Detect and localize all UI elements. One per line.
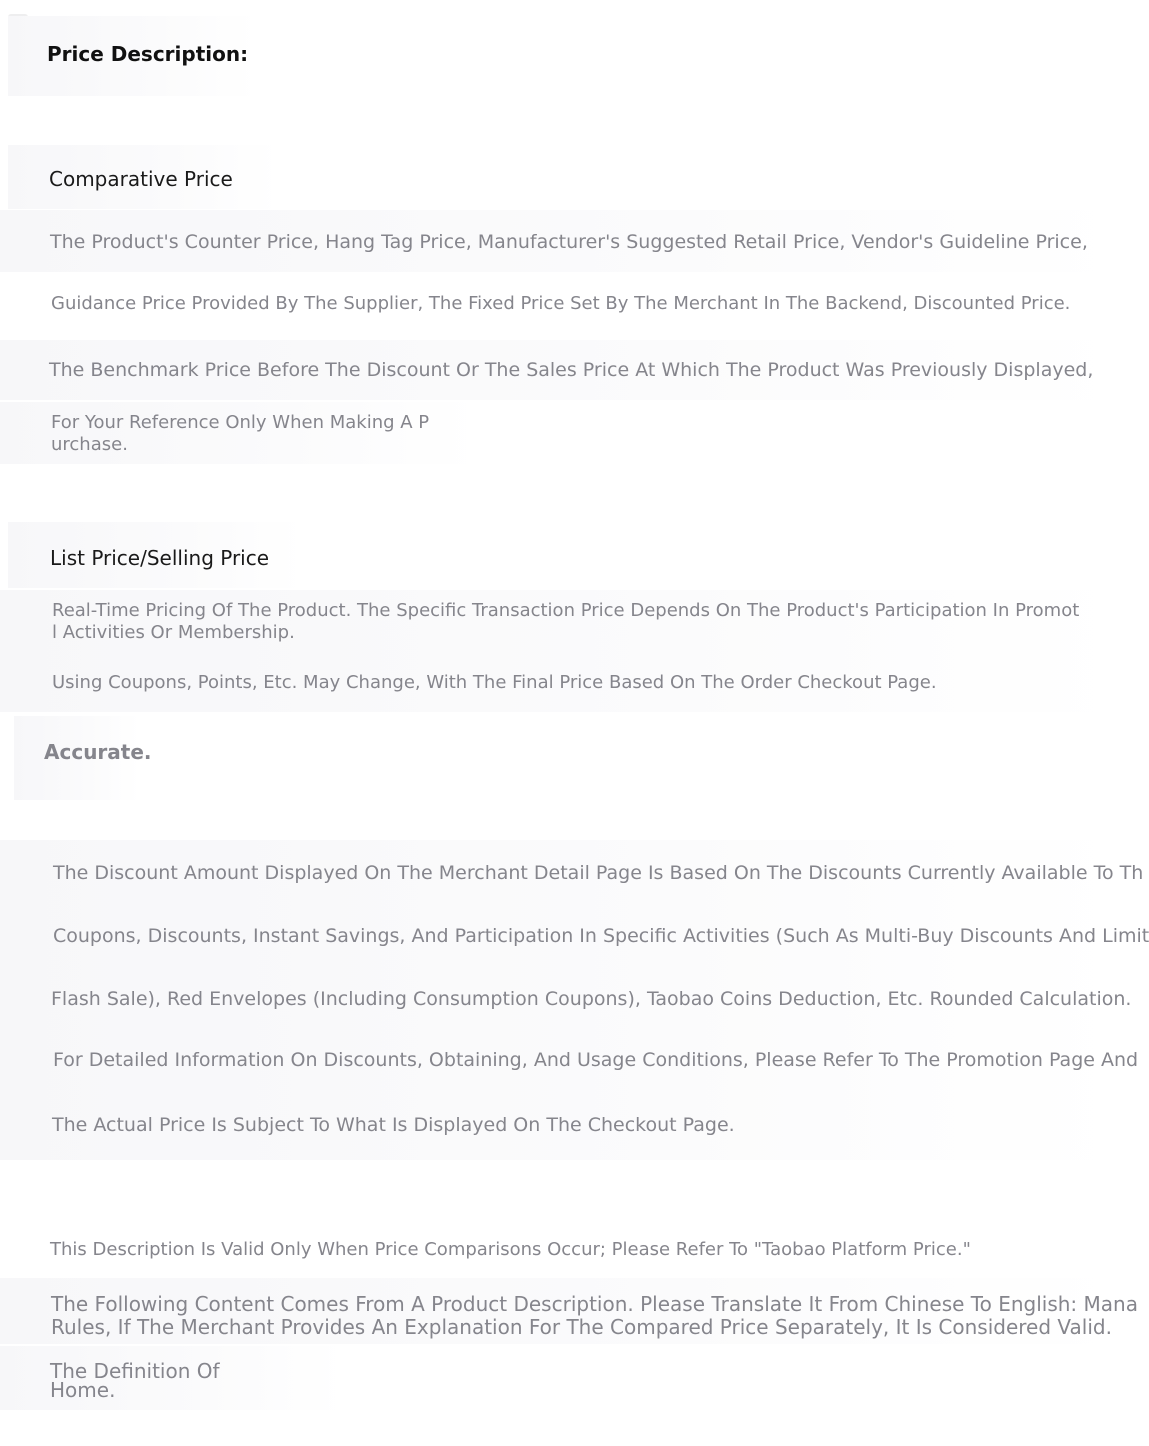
comparative-heading-block <box>8 145 280 209</box>
discount-line-4: For Detailed Information On Discounts, Obtaining, And Usage Conditions, Please Refer To The Promotion Page And <box>53 1049 1139 1071</box>
comparative-line-4b: urchase. <box>51 434 128 455</box>
list-price-line-1a: Real-Time Pricing Of The Product. The Specific Transaction Price Depends On The Product's Participation In Promot <box>52 600 1080 621</box>
comparative-heading: Comparative Price <box>49 167 233 191</box>
list-price-line-2: Using Coupons, Points, Etc. May Change, With The Final Price Based On The Order Checkout Page. <box>52 672 937 693</box>
accurate-block <box>14 716 152 800</box>
comparative-reference-block <box>0 402 480 464</box>
translation-line-b: Rules, If The Merchant Provides An Explanation For The Compared Price Separately, It Is Considered Valid. <box>51 1315 1112 1339</box>
definition-block <box>0 1346 345 1410</box>
comparative-line-2: Guidance Price Provided By The Supplier, The Fixed Price Set By The Merchant In The Backend, Discounted Price. <box>51 293 1071 314</box>
discount-line-1: The Discount Amount Displayed On The Merchant Detail Page Is Based On The Discounts Currently Available To Th <box>53 862 1144 884</box>
title-block <box>8 16 258 96</box>
discount-body-block <box>0 840 1149 1160</box>
comparative-line-3: The Benchmark Price Before The Discount Or The Sales Price At Which The Product Was Previously Displayed, <box>0 340 1125 400</box>
list-price-heading-block <box>8 522 304 588</box>
list-price-heading: List Price/Selling Price <box>50 546 270 570</box>
page-title: Price Description: <box>47 42 249 66</box>
discount-line-5: The Actual Price Is Subject To What Is Displayed On The Checkout Page. <box>52 1114 735 1136</box>
comparative-line-1: The Product's Counter Price, Hang Tag Price, Manufacturer's Suggested Retail Price, Vendor's Guideline Price, <box>0 210 1125 272</box>
translation-line-a: The Following Content Comes From A Product Description. Please Translate It From Chinese To English: Mana <box>51 1292 1138 1316</box>
list-price-line-1b: l Activities Or Membership. <box>52 622 295 643</box>
validity-note: This Description Is Valid Only When Price Comparisons Occur; Please Refer To "Taobao Platform Price." <box>50 1239 971 1260</box>
definition-line-a: The Definition Of <box>50 1359 220 1383</box>
accurate-label: Accurate. <box>44 740 152 764</box>
discount-line-3: Flash Sale), Red Envelopes (Including Consumption Coupons), Taobao Coins Deduction, Etc. Rounded Calculation. <box>51 988 1132 1010</box>
definition-line-b: Home. <box>50 1378 116 1402</box>
translation-block <box>0 1278 1138 1344</box>
discount-line-2: Coupons, Discounts, Instant Savings, And Participation In Specific Activities (Such As Multi-Buy Discounts And Limit <box>53 925 1149 947</box>
list-price-body-block <box>0 590 1125 712</box>
comparative-line-4a: For Your Reference Only When Making A P <box>51 412 430 433</box>
